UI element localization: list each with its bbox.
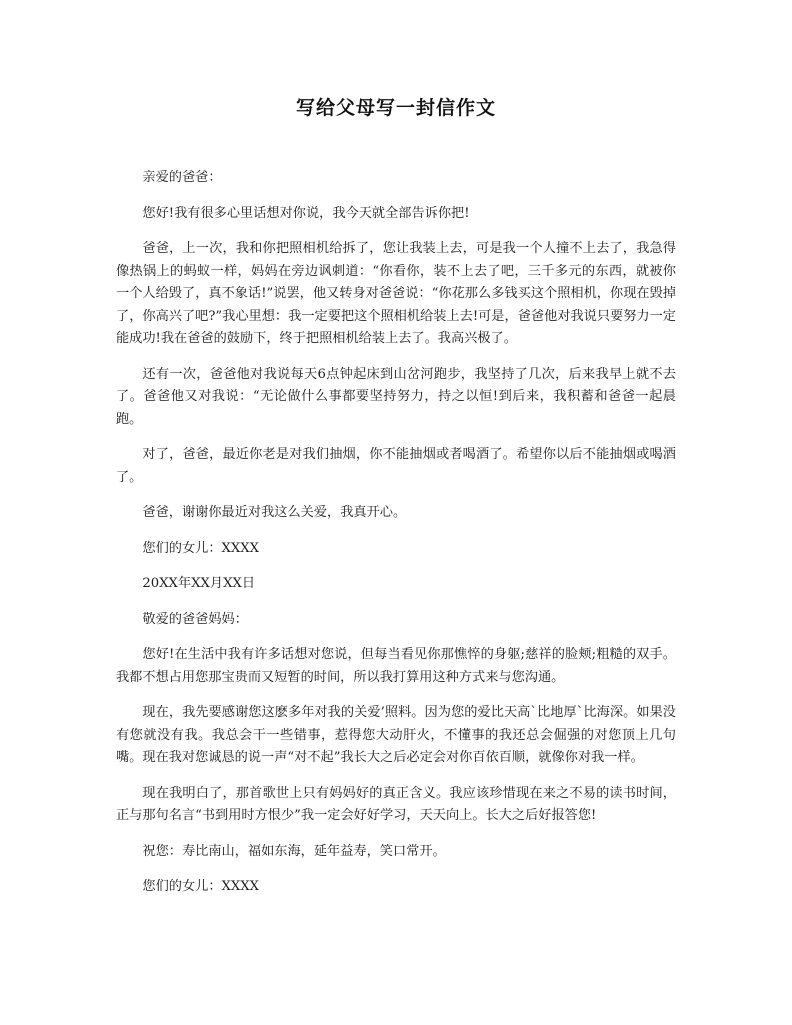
letter-paragraph: 您好!在生活中我有许多话想对您说，但每当看见你那憔悴的身躯;慈祥的脸颊;粗糙的双手。我都不想占用您那宝贵而又短暂的时间，所以我打算用这种方式来与您沟通。 [116,647,676,685]
letter-body [116,167,676,912]
letter-paragraph: 敬爱的爸爸妈妈： [142,611,248,627]
letter-paragraph: 爸爸，谢谢你最近对我这么关爱，我真开心。 [142,505,407,520]
letter-paragraph: 祝您：寿比南山，福如东海，延年益寿，笑口常开。 [142,843,446,859]
letter-paragraph: 对了，爸爸，最近你老是对我们抽烟，你不能抽烟或者喝酒了。希望你以后不能抽烟或喝酒了。 [116,447,676,485]
letter-paragraph: 还有一次，爸爸他对我说每天6点钟起床到山岔河跑步，我坚持了几次，后来我早上就不去了。爸爸他又对我说：“无论做什么事都要坚持努力，持之以恒!到后来，我积蓄和爸爸一起晨跑。 [116,366,676,427]
letter-paragraph: 现在，我先要感谢您这麽多年对我的关爱’照料。因为您的爱比天高`比地厚`比海深。如果没有您就没有我。我总会干一些错事，惹得您大动肝火，不懂事的我还总会倔强的对您顶上几句嘴。现在我对您诚恳的说一声“对不起”我长大之后必定会对你百依百顺，就像你对我一样。 [116,705,676,765]
letter-signature: 您们的女儿：XXXX [142,540,260,556]
letter-paragraph: 亲爱的爸爸： [142,170,222,185]
letter-signature: 您们的女儿：XXXX [142,879,260,894]
letter-paragraph: 现在我明白了，那首歌世上只有妈妈好的真正含义。我应该珍惜现在来之不易的读书时间，正与那句名言“书到用时方恨少”我一定会好好学习，天天向上。长大之后好报答您! [116,785,676,823]
letter-paragraph: 爸爸，上一次，我和你把照相机给拆了，您让我装上去，可是我一个人撞不上去了，我急得像热锅上的蚂蚁一样，妈妈在旁边讽刺道：“你看你，装不上去了吧，三千多元的东西，就被你一个人给毁了，真不象话!”说罢，他又转身对爸爸说：“你花那么多钱买这个照相机，你现在毁掉了，你高兴了吧?”我心里想：我一定要把这个照相机给装上去!可是，爸爸他对我说只要努力一定能成功!我在爸爸的鼓励下，终于把照相机给装上去了。我高兴极了。 [116,241,676,346]
document-title: 写给父母写一封信作文 [295,97,496,119]
letter-paragraph: 您好!我有很多心里话想对你说，我今天就全部告诉你把! [142,205,470,221]
letter-date: 20XX年XX月XX日 [142,576,256,591]
